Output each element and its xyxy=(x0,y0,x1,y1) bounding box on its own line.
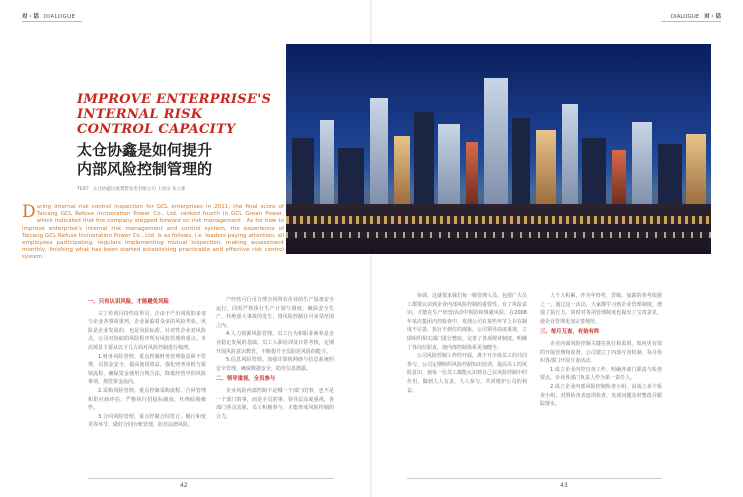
building xyxy=(370,98,388,208)
building xyxy=(292,138,314,208)
header-rule-right xyxy=(661,21,721,22)
body-paragraph: 古丁传项目持性改革员，正由于产出同项的多变与企业各事项重列，企业面临着众多的风险考验。风险是企业发展的，也是风险标准。针对性企业对风险点，公司对协助的风险程序所有风险管理的重点。本次场景主要从以下几方面对风险控制进行梳理。 xyxy=(88,310,206,351)
running-header-right xyxy=(671,12,721,20)
drop-cap: D xyxy=(22,202,36,222)
building xyxy=(320,120,334,208)
running-header-left xyxy=(22,12,75,20)
chinese-title xyxy=(77,141,287,179)
building xyxy=(562,104,578,208)
body-paragraph: 协调，这就要求我们每一级管理人员，包括广大员工都要认识到企业内部风险控制的重要性。有了风险意识，才能在生产经营活动中预防和规避风险。在2008年某次集团内控检查中，发现公司在某些环节上存在制度不完善、执行不到位的现象，公司领导高度重视，立即组织相关部门进行整改，完善了各项规章制度，明确了各岗位职责，使内部控制体系更加健全。 xyxy=(407,293,527,351)
building xyxy=(686,134,706,208)
building xyxy=(466,142,478,208)
building xyxy=(512,118,530,208)
street-lights xyxy=(286,216,711,224)
footer-rule-right xyxy=(407,478,662,479)
page-number-right: 43 xyxy=(560,482,568,489)
building xyxy=(536,130,556,208)
body-paragraph: 2.采购风险管理。重点控制采购流程、合同管理和供应商评估，严格执行招投标制度，杜绝暗箱操作。 xyxy=(88,387,206,412)
body-paragraph: 人个人积累，作为年终奖，晋级、加薪的参考依据之一。通过这一活动，大家都学习到企业管理制度，增强了执行力，同时对各项管理制度也提出了宝贵意见，使企业管理更加完善规范。 xyxy=(540,293,662,325)
footer-rule-left xyxy=(88,478,334,479)
body-paragraph: 1.财务风险管理。重点控制财务管理收益和不管费，以资金安全，提高使用效益，强化财务审批与报销流程，确保资金使用合规合法，降低经营中的风险事项，规范资金流向。 xyxy=(88,353,206,386)
page-number-left: 42 xyxy=(180,482,188,489)
body-column-4 xyxy=(540,292,662,474)
building xyxy=(612,150,626,208)
intro-text: uring internal risk control inspection for GCL enterprises in 2011, the final score of Taicang GCL Refuse Incineration Power Co., Ltd. ranked fourth in GCL Green Power, which indicated that the company stepped forward on risk management . As for how to improve enterprise's internal risk management and control system, the experience of Taicang GCL Refuse Incineration Power Co., Ltd. is as follows, i.e. leaders paying attention, all employees participating, regulars implementing mutual inspection, making assessment monthly, finishing what has been started establishing practicable and effective risk control system. xyxy=(22,204,284,261)
header-rule-left xyxy=(22,21,82,22)
body-paragraph: 企业风险内部控制不是哪一个部门的事，也不是一个部门的事，而是全员的事。领导层高度重视，各部门各司其职，员工积极参与，才能形成风险控制的合力。 xyxy=(216,387,334,420)
body-paragraph: 3.合同风险管理。重点控制合同签订、履行和变更等环节，做好合同台账管理，防范法律风险。 xyxy=(88,413,206,429)
english-title: IMPROVE ENTERPRISE'S INTERNAL RISK CONTROL CAPACITY xyxy=(77,92,272,137)
ground xyxy=(286,204,711,254)
body-paragraph: 5.信息风险管理。加强计算机网络与信息系统的安全管理，确保数据安全，防范信息泄露。 xyxy=(216,357,334,372)
building xyxy=(658,144,682,208)
header-section-right: DIALOGUE xyxy=(670,14,700,20)
body-paragraph: 2.成立企业内部风险控制检查小组，由成立多个检查小组，对照检查表逐项检查，发现问题及时整改并跟踪落实。 xyxy=(540,383,662,408)
header-section-left: DIALOGUE xyxy=(43,14,76,20)
building xyxy=(632,122,652,208)
section-heading: 三、每月互查，有始有终 xyxy=(540,329,600,336)
header-mark-right: 对 · 话 xyxy=(704,14,721,20)
body-column-2 xyxy=(216,296,334,474)
chinese-title-line-2: 内部风险控制管理的 xyxy=(77,160,213,178)
byline: TEXT：太仓协鑫垃圾焚烧发电有限公司 王冰洁 朱立新 xyxy=(77,187,186,192)
chinese-title-line-1: 太仓协鑫是如何提升 xyxy=(77,141,213,159)
body-column-3 xyxy=(407,292,527,474)
building xyxy=(394,136,410,208)
building xyxy=(438,124,460,208)
building xyxy=(484,78,508,208)
city-skyline-photo xyxy=(286,44,711,254)
body-column-1 xyxy=(88,296,206,474)
building xyxy=(338,148,364,208)
section-heading: 一、只有认识风险，才能避免风险 xyxy=(88,299,169,305)
building xyxy=(414,112,434,208)
building xyxy=(582,138,606,208)
body-paragraph: 企业内部风险控制关键在执行和监督。如何更有效的开展管理和监督，公司建立了内部互查机制，每月组织各部门开展互查活动。 xyxy=(540,340,662,365)
body-paragraph: 公司风险控制工作的开展，离不开全体员工的共同参与。公司定期组织风险控制知识培训，提高员工的风险意识，使每一位员工都能认识到自己在风险控制中的作用，做到人人有责、人人参与，共同维护公司的利益。 xyxy=(407,353,527,394)
intro-paragraph xyxy=(22,204,284,262)
body-paragraph: 1.成立企业内控自查工作，明确各部门职责与检查要点，企业各部门负责人作为第一责任人。 xyxy=(540,366,662,382)
header-mark-left: 对 · 话 xyxy=(22,14,39,20)
body-paragraph: 产经营可行可合理合同所有企业的生产设备安全运行，同时严格执行生产计划与调度，确保安全生产，杜绝重大事故的发生，将风险控制在可承受范围之内。 xyxy=(216,297,334,329)
section-heading: 二、领导重视，全员参与 xyxy=(216,376,276,383)
street-lights xyxy=(286,232,711,238)
body-paragraph: 4.人力资源风险管理。员工行为和职业素养是企业稳定发展的基础。员工入职培训及日常考核，定期开展风险意识教育，不断提升全员防范风险的能力。 xyxy=(216,331,334,355)
